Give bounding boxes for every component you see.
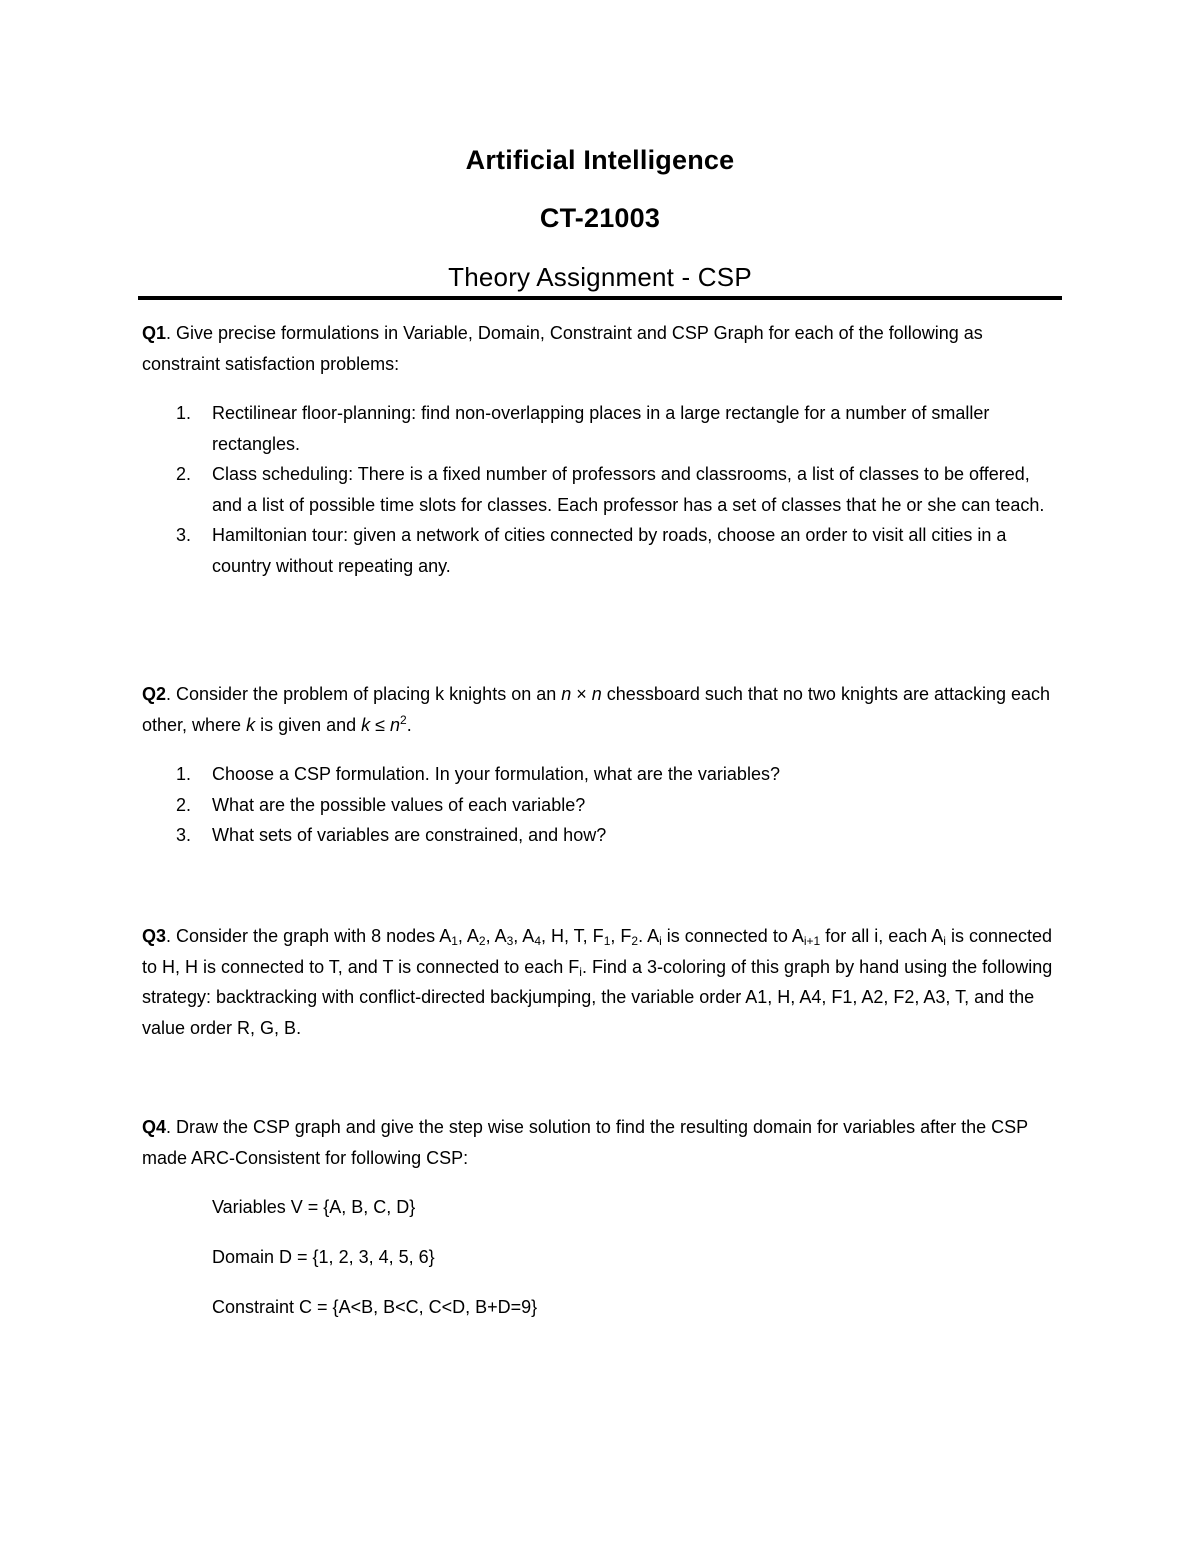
q2-text-c: is given and [255,714,362,735]
q3-part: , F [610,926,632,946]
list-text: What are the possible values of each variable? [212,794,586,815]
q4-intro-text: . Draw the CSP graph and give the step wise solution to find the resulting domain for variables after the CSP made ARC-Consistent for following CSP: [142,1117,1028,1168]
q2-k: k [361,714,371,735]
q4-constraint: Constraint C = {A<B, B<C, C<D, B+D=9} [212,1297,538,1317]
q1-intro [142,318,1062,379]
list-number: 3. [176,825,192,845]
q1-label: Q1 [142,323,167,343]
q2-times: × [571,684,592,704]
list-item [142,790,1062,821]
q2-intro [142,679,1062,740]
assignment-subtitle: Theory Assignment - CSP [448,262,752,292]
q3-sub: 3 [506,934,514,948]
q4-variables: Variables V = {A, B, C, D} [212,1197,416,1217]
q3-text [142,921,1062,1043]
q3-part: . Consider the graph with 8 nodes A [166,926,452,946]
q3-label: Q3 [142,926,167,946]
q2-exponent: 2 [400,712,407,727]
list-text: Rectilinear floor-planning: find non-overlapping places in a large rectangle for a number of smaller rectangles. [212,403,990,454]
list-item [142,459,1062,520]
q3-part: , H, T, F [541,926,604,946]
list-text: Hamiltonian tour: given a network of cities connected by roads, choose an order to visit all cities in a country without repeating any. [212,525,1007,576]
q3-part: . Find a 3-coloring of this graph by hand using the following strategy: backtracking with conflict-directed backjumping, the variable order A1, H, A4, F1, A2, F2, A3, T, and the value order R, G, B. [142,956,1053,1038]
q2-n: n [390,714,401,735]
list-text: Choose a CSP formulation. In your formulation, what are the variables? [212,764,780,784]
q2-k: k [246,714,256,735]
q1-list [142,398,1062,581]
list-item [142,398,1062,459]
q3-sub: 1 [603,934,611,948]
q3-part: , A [457,926,479,946]
q2-leq: ≤ [370,714,391,735]
q4-intro [142,1112,1062,1173]
q1-intro-text: . Give precise formulations in Variable, Domain, Constraint and CSP Graph for each of the following as constraint satisfaction problems: [142,323,983,374]
document-title: Artificial Intelligence [465,145,735,175]
list-number: 3. [176,525,192,545]
q3-sub: 1 [451,934,458,948]
q3-part: , A [485,926,507,946]
q2-list [142,759,1062,851]
q2-text-b: chessboard such that no two knights are attacking each other, where [142,684,1051,735]
q4-domain: Domain D = {1, 2, 3, 4, 5, 6} [212,1247,435,1267]
q2-n: n [561,684,572,704]
q3-sub: 2 [478,934,486,948]
list-item [142,759,1062,790]
list-number: 1. [176,403,192,423]
course-code: CT-21003 [539,203,661,233]
q3-sub: 4 [534,934,541,948]
q3-sub: i+1 [803,934,821,948]
q2-n: n [591,684,602,704]
q2-label: Q2 [142,684,167,704]
q3-sub: i [659,934,662,948]
list-number: 2. [176,794,192,815]
q2-text-a: . Consider the problem of placing k knights on an [166,684,562,704]
list-text: What sets of variables are constrained, and how? [212,825,607,845]
q2-end: . [406,714,412,735]
q3-part: for all i, each A [820,926,944,946]
q3-sub: i [943,934,946,948]
q3-part: is connected to A [661,926,804,946]
q3-sub: 2 [631,934,639,948]
q4-label: Q4 [142,1117,167,1137]
q3-sub: i [579,964,582,979]
list-item [142,520,1062,581]
list-number: 2. [176,464,192,484]
list-number: 1. [176,764,192,784]
q3-part: . A [638,926,660,946]
q3-part: , A [513,926,535,946]
list-item [142,820,1062,851]
q3-part: is connected to H, H is connected to T, and T is connected to each F [142,926,1053,977]
list-text: Class scheduling: There is a fixed number of professors and classrooms, a list of classes to be offered, and a list of possible time slots for classes. Each professor has a set of classes that he or she can teach. [212,464,1045,515]
header-divider [138,296,1062,300]
